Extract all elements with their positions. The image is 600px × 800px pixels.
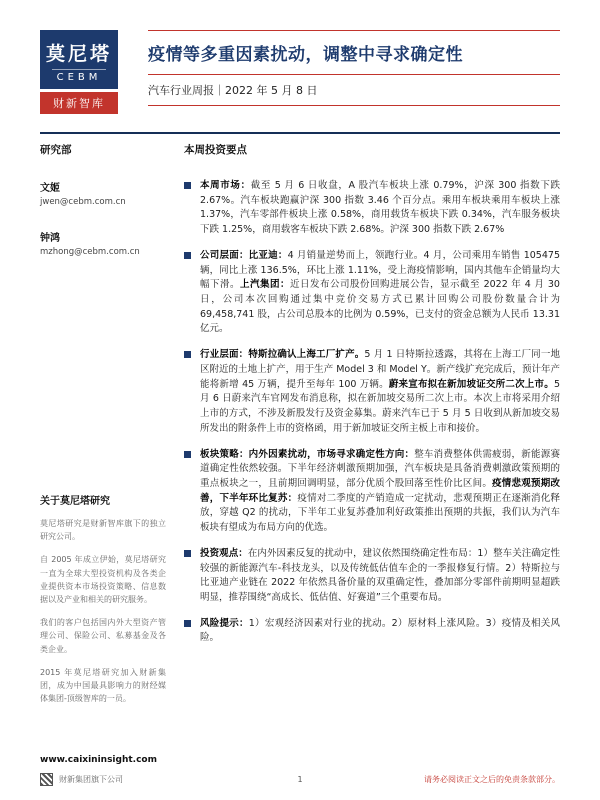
report-title: 疫情等多重因素扰动，调整中寻求确定性 <box>148 45 463 65</box>
report-header <box>40 30 560 114</box>
bullet-text: 风险提示：1）宏观经济因素对行业的扰动。2）原材料上涨风险。3）疫情及相关风险。 <box>200 617 560 644</box>
research-dept-title: 研究部 <box>40 144 72 156</box>
bullet-item <box>184 249 560 337</box>
logo-sub-badge: 财新智库 <box>40 92 118 114</box>
analyst-email: jwen@cebm.com.cn <box>40 197 126 207</box>
bullet-item <box>184 617 560 646</box>
bullet-item <box>184 547 560 606</box>
page-number: 1 <box>297 775 303 784</box>
weekly-highlights-title: 本周投资要点 <box>184 144 247 156</box>
logo-navy-block <box>40 30 118 89</box>
logo-cn-text: 莫尼塔 <box>45 43 112 65</box>
bullet-text: 投资观点：在内外因素反复的扰动中，建议依然围绕确定性布局：1）整车关注确定性较强的新能源汽车-科技龙头，以及传统低估值车企的一季报修复行情。2）特斯拉与比亚迪产业链在 2022 年依然具备价量的双重确定性，叠加部分零部件前期明显超跌明显，推荐围绕“高成长、低估值、好赛道”三个重要布局。 <box>200 547 560 603</box>
bullet-square-icon <box>184 252 191 259</box>
bullet-item <box>184 348 560 436</box>
bullet-square-icon <box>184 620 191 627</box>
about-paragraphs <box>40 517 166 705</box>
title-block <box>148 30 560 106</box>
about-title: 关于莫尼塔研究 <box>40 496 110 507</box>
footer-company: 财新集团旗下公司 <box>59 775 123 784</box>
bullet-list <box>184 179 560 646</box>
analyst-list <box>40 179 166 257</box>
website-link: www.caixininsight.com <box>40 755 157 766</box>
about-paragraph: 2015 年莫尼塔研究加入财新集团，成为中国最具影响力的财经媒体集团-顶级智库的一员。 <box>40 667 166 704</box>
bullet-square-icon <box>184 451 191 458</box>
analyst-item <box>40 229 166 257</box>
bullet-item <box>184 179 560 238</box>
logo-en-text: CEBM <box>52 69 106 83</box>
bullet-square-icon <box>184 182 191 189</box>
bullet-item <box>184 448 560 536</box>
brand-logo <box>40 30 118 114</box>
page-footer <box>40 773 560 786</box>
footer-disclaimer: 请务必阅读正文之后的免责条款部分。 <box>424 775 560 784</box>
sidebar <box>40 134 166 765</box>
qr-icon <box>40 773 53 786</box>
bullet-text: 本周市场：截至 5 月 6 日收盘，A 股汽车板块上涨 0.79%，沪深 300 指数下跌 2.67%。汽车板块跑赢沪深 300 指数 3.46 个百分点。乘用车板块乘用车板块上涨 1.37%，汽车零部件板块上涨 0.58%，商用载货车板块下跌 0.34%，汽车服务板块下跌 1.25%，商用载客车板块下跌 2.68%。沪深 300 指数下跌 2.67% <box>200 180 560 236</box>
main-column <box>184 134 560 765</box>
about-paragraph: 我们的客户包括国内外大型资产管理公司、保险公司、私募基金及各类企业。 <box>40 618 166 654</box>
about-section <box>40 492 166 705</box>
bullet-square-icon <box>184 351 191 358</box>
footer-left <box>40 773 289 786</box>
title-bottom-rule <box>148 105 560 106</box>
bullet-text: 公司层面：比亚迪：4 月销量逆势而上，领跑行业。4 月，公司乘用车销售 105475 辆，同比上涨 136.5%，环比上涨 1.11%，受上海疫情影响，国内其他车企销量均大幅下滑。上汽集团：近日发布公司股份回购进展公告，显示截至 2022 年 4 月 30 日，公司本次回购通过集中竞价交易方式已累计回购公司股份数量合计为 69,458,741 股，占公司总股本的比例为 0.59%，已支付的资金总额为人民币 13.31 亿元。 <box>200 249 560 335</box>
bullet-text: 行业层面：特斯拉确认上海工厂扩产。5 月 1 日特斯拉透露，其将在上海工厂同一地区附近的土地上扩产，用于生产 Model 3 和 Model Y。新产线扩充完成后，预计年产能将新增 45 万辆，提升至每年 100 万辆。蔚来宣布拟在新加坡证交所二次上市。5 月 6 日蔚来汽车官网发布消息称，拟在新加坡交易所二次上市。本次上市将采用介绍上市的方式，不涉及新股发行及资金募集。蔚来汽车已于 5 月 5 日收到从新加坡交易所发出的附条件上市的资格函，用于新加坡证交所主板上市和接价。 <box>200 349 560 434</box>
analyst-name: 钟鸿 <box>40 233 60 244</box>
about-paragraph: 自 2005 年成立伊始，莫尼塔研究一直为全球大型投资机构及各类企业提供资本市场投资策略、信息数据以及产业和相关的研究服务。 <box>40 555 166 604</box>
analyst-email: mzhong@cebm.com.cn <box>40 247 140 257</box>
analyst-name: 文姬 <box>40 183 60 194</box>
bullet-square-icon <box>184 550 191 557</box>
analyst-item <box>40 179 166 207</box>
bullet-text: 板块策略：内外因素扰动，市场寻求确定性方向：整车消费整体供需疲弱，新能源赛道确定性依然较强。下半年经济刺激预期加强，汽车板块是具备消费刺激政策预期的重点板块之一，且前期回调明显，部分优质个股回落至性价比区间。疫情悲观预期改善，下半年环比复苏：疫情对二季度的产销造成一定扰动，悲观预期正在逐渐消化释放，穿越 Q2 的扰动，下半年工业复苏叠加利好政策推出预期的共振，我们认为汽车板块有望成为布局方向的优选。 <box>200 448 560 534</box>
report-subtitle: 汽车行业周报｜2022 年 5 月 8 日 <box>148 84 318 97</box>
about-paragraph: 莫尼塔研究是财新智库旗下的独立研究公司。 <box>40 519 166 542</box>
content-columns <box>40 134 560 765</box>
